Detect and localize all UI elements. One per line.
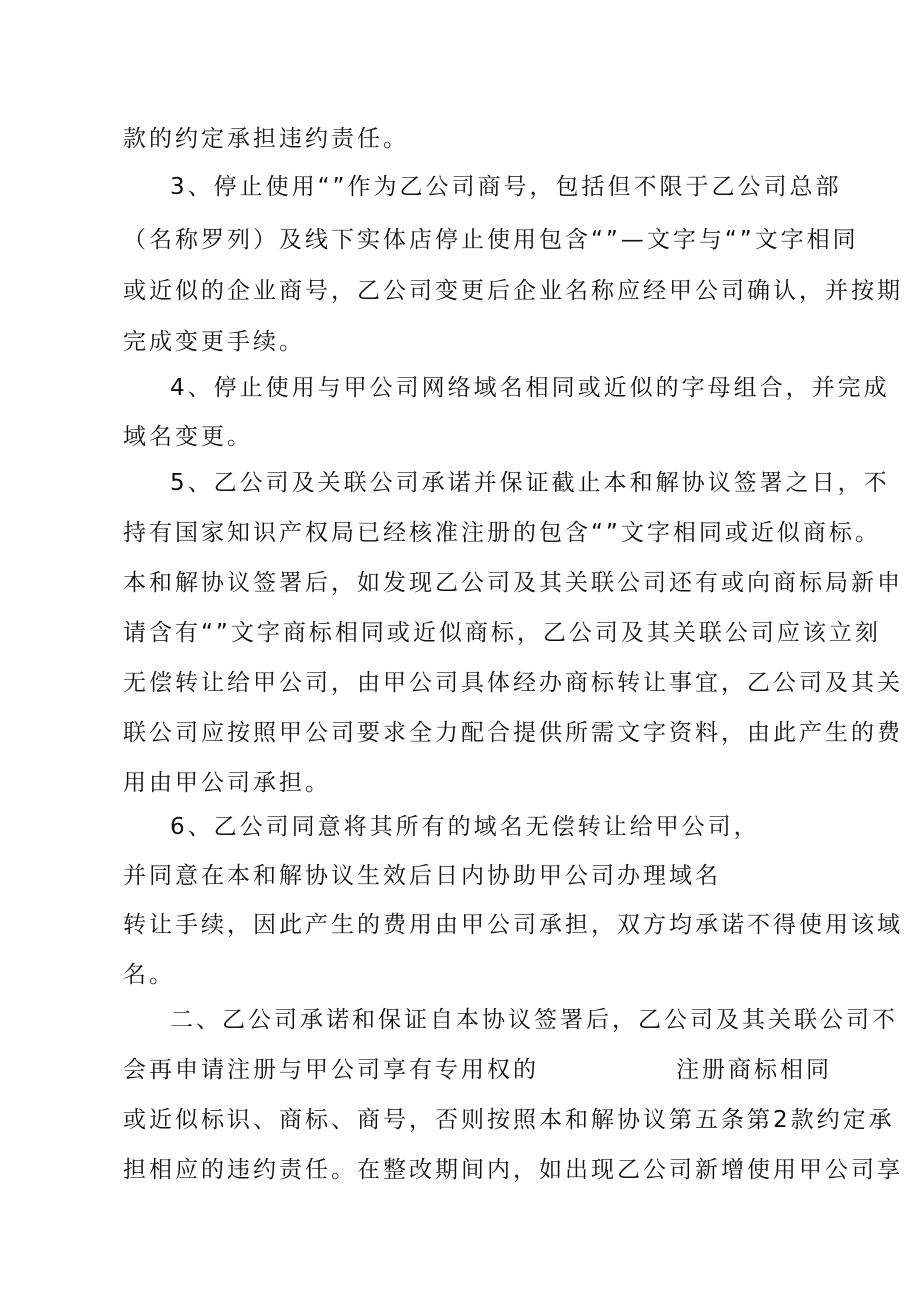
text-line: 二、乙公司承诺和保证自本协议签署后，乙公司及其关联公司不 bbox=[170, 1007, 898, 1033]
text-line: 名。 bbox=[123, 962, 175, 988]
text-line: 会再申请注册与甲公司享有专用权的 bbox=[123, 1057, 539, 1083]
text-line: 完成变更手续。 bbox=[123, 329, 305, 355]
text-line: 并同意在本和解协议生效后日内协助甲公司办理域名 bbox=[123, 863, 721, 889]
text-line: 本和解协议签署后，如发现乙公司及其关联公司还有或向商标局新申 bbox=[123, 570, 903, 596]
text-line: 或近似标识、商标、商号，否则按照本和解协议第五条第2款约定承 bbox=[123, 1107, 895, 1133]
text-line: （名称罗列）及线下实体店停止使用包含“”—文字与“”文字相同 bbox=[123, 227, 859, 253]
text-line: 联公司应按照甲公司要求全力配合提供所需文字资料，由此产生的费 bbox=[123, 720, 903, 746]
text-line: 5、乙公司及关联公司承诺并保证截止本和解协议签署之日，不 bbox=[170, 470, 890, 496]
text-line: 3、停止使用“”作为乙公司商号，包括但不限于乙公司总部 bbox=[170, 174, 842, 200]
text-line: 用由甲公司承担。 bbox=[123, 770, 331, 796]
text-line: 请含有“”文字商标相同或近似商标，乙公司及其关联公司应该立刻 bbox=[123, 620, 881, 646]
text-line: 域名变更。 bbox=[123, 424, 253, 450]
text-line: 或近似的企业商号，乙公司变更后企业名称应经甲公司确认，并按期 bbox=[123, 278, 903, 304]
text-line: 6、乙公司同意将其所有的域名无偿转让给甲公司， bbox=[170, 814, 760, 840]
text-line: 款的约定承担违约责任。 bbox=[123, 126, 409, 152]
text-line: 转让手续，因此产生的费用由甲公司承担，双方均承诺不得使用该域 bbox=[123, 912, 903, 938]
text-line: 担相应的违约责任。在整改期间内，如出现乙公司新增使用甲公司享 bbox=[123, 1157, 903, 1183]
text-line: 注册商标相同 bbox=[676, 1057, 832, 1083]
text-line: 无偿转让给甲公司，由甲公司具体经办商标转让事宜，乙公司及其关 bbox=[123, 670, 903, 696]
text-line: 持有国家知识产权局已经核准注册的包含“”文字相同或近似商标。 bbox=[123, 520, 881, 546]
text-line: 4、停止使用与甲公司网络域名相同或近似的字母组合，并完成 bbox=[170, 375, 890, 401]
